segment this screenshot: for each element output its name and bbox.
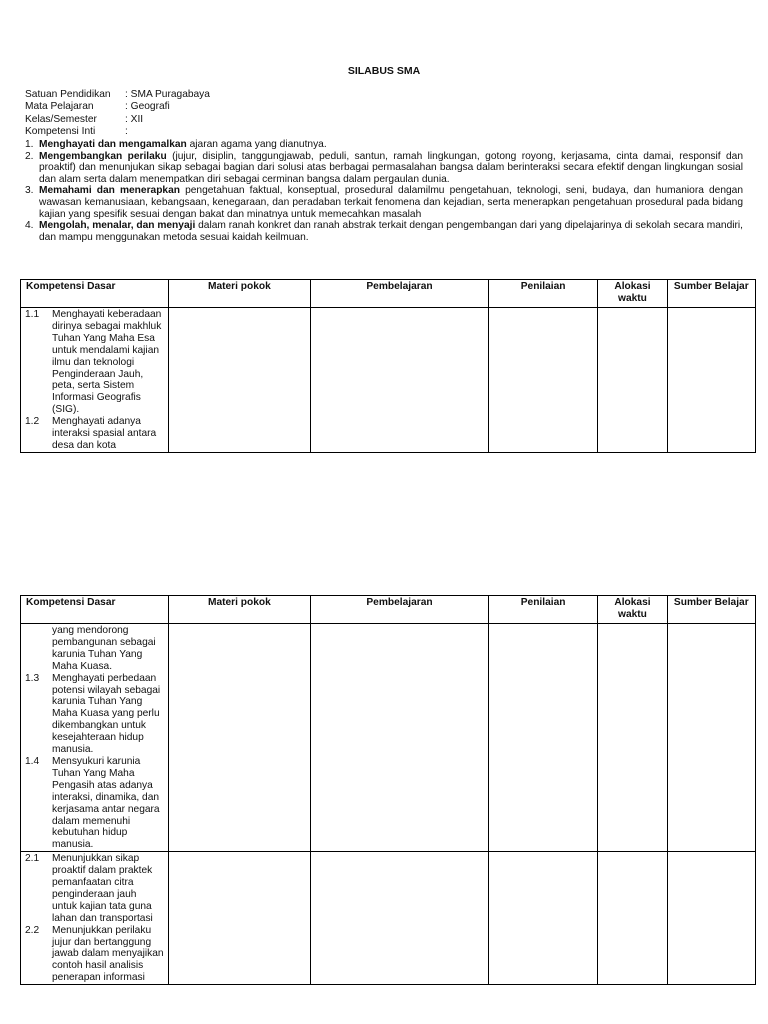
- kd-text: Menunjukkan perilaku jujur dan bertanggung jawab dalam menyajikan contoh hasil analisis penerapan informasi: [52, 924, 164, 984]
- ki-keyword: Mengembangkan perilaku: [39, 150, 167, 162]
- column-header: Materi pokok: [168, 280, 311, 308]
- table-row: [21, 308, 756, 453]
- column-header: Kompetensi Dasar: [21, 596, 169, 624]
- meta-value: : Geografi: [125, 101, 170, 113]
- penilaian-cell: [488, 624, 597, 852]
- syllabus-table-2: [20, 595, 756, 985]
- kd-continuation: yang mendorong pembangunan sebagai karunia Tuhan Yang Maha Kuasa.: [52, 625, 156, 672]
- penilaian-cell: [488, 852, 597, 985]
- page-title: SILABUS SMA: [347, 65, 421, 77]
- column-header: Alokasi waktu: [598, 596, 667, 624]
- pembelajaran-cell: [311, 624, 489, 852]
- meta-label: Kompetensi Inti: [25, 126, 96, 138]
- kd-text: Menghayati adanya interaksi spasial antara desa dan kota: [52, 416, 157, 451]
- alokasi-waktu-cell: [598, 308, 667, 453]
- kd-number: 2.2: [25, 924, 40, 936]
- meta-row: [25, 126, 210, 138]
- ki-keyword: Menghayati dan mengamalkan: [39, 139, 187, 150]
- kd-text: Mensyukuri karunia Tuhan Yang Maha Pengasih atas adanya interaksi, dinamika, dan kerjasama antar negara dalam memenuhi kebutuhan hidup manusia.: [52, 755, 160, 851]
- ki-keyword: Memahami dan menerapkan: [39, 185, 180, 197]
- sumber-belajar-cell: [667, 624, 755, 852]
- meta-row: [25, 89, 210, 101]
- ki-item: [25, 220, 743, 243]
- kd-number: 1.4: [25, 755, 40, 767]
- kd-list: [21, 624, 168, 851]
- ki-number: 3.: [25, 185, 34, 197]
- kompetensi-dasar-cell: [21, 624, 169, 852]
- meta-label: Satuan Pendidikan: [25, 89, 111, 100]
- meta-value: :: [125, 126, 128, 138]
- column-header: Sumber Belajar: [667, 280, 755, 308]
- meta-row: [25, 114, 210, 126]
- kompetensi-inti-list: [25, 139, 743, 243]
- sumber-belajar-cell: [667, 308, 755, 453]
- kd-item: [25, 416, 164, 452]
- column-header: Materi pokok: [168, 596, 311, 624]
- ki-number: 2.: [25, 150, 34, 162]
- kd-text: Menghayati perbedaan potensi wilayah sebagai karunia Tuhan Yang Maha Kuasa yang perlu dikembangkan untuk kesejahteraan hidup manusia.: [52, 672, 161, 756]
- meta-value: : XII: [125, 113, 144, 125]
- materi-pokok-cell: [168, 624, 311, 852]
- column-header: Pembelajaran: [311, 280, 489, 308]
- materi-pokok-cell: [168, 308, 311, 453]
- kd-list: [21, 852, 168, 984]
- kd-text: Menghayati keberadaan dirinya sebagai makhluk Tuhan Yang Maha Esa untuk mendalami kajian ilmu dan teknologi Penginderaan Jauh, peta, serta Sistem Informasi Geografis (SIG).: [52, 309, 162, 416]
- column-header: Pembelajaran: [311, 596, 489, 624]
- penilaian-cell: [488, 308, 597, 453]
- ki-keyword: Mengolah, menalar, dan menyaji: [39, 220, 196, 232]
- ki-item: [25, 151, 743, 186]
- pembelajaran-cell: [311, 308, 489, 453]
- ki-number: 4.: [25, 220, 34, 232]
- kd-number: 1.1: [25, 309, 40, 320]
- kd-item: [25, 853, 164, 924]
- kompetensi-dasar-cell: [21, 308, 169, 453]
- column-header: Sumber Belajar: [667, 596, 755, 624]
- kd-list: [21, 308, 168, 452]
- materi-pokok-cell: [168, 852, 311, 985]
- meta-label: Kelas/Semester: [25, 113, 97, 125]
- column-header: Penilaian: [488, 596, 597, 624]
- table-row: [21, 624, 756, 852]
- alokasi-waktu-cell: [598, 852, 667, 985]
- kd-item: [25, 673, 164, 756]
- kd-item: [25, 309, 164, 416]
- syllabus-table-1: [20, 279, 756, 453]
- ki-text: Memahami dan menerapkan pengetahuan faktual, konseptual, prosedural dalamilmu pengetahuan, teknologi, seni, budaya, dan humaniora dengan wawasan kemanusiaan, kebangsaan, kenegaraan, dan peradaban terkait fenomena dan kejadian, serta menerapkan pengetahuan prosedural pada bidang kajian yang spesifik sesuai dengan bakat dan minatnya untuk memecahkan masalah: [39, 185, 743, 220]
- kd-item: [25, 925, 164, 985]
- table-header-row: [21, 596, 756, 624]
- ki-number: 1.: [25, 139, 34, 150]
- table-row: [21, 852, 756, 985]
- ki-text: Mengembangkan perilaku (jujur, disiplin, tanggungjawab, peduli, santun, ramah lingkungan, gotong royong, kerjasama, cinta damai, responsif dan proaktif) dan menunjukan sikap sebagai bagian dari solusi atas berbagai permasalahan bangsa dalam berinteraksi secara efektif dengan lingkungan sosial dan alam serta dalam menempatkan diri sebagai cerminan bangsa dalam pergaulan dunia.: [39, 150, 743, 185]
- alokasi-waktu-cell: [598, 624, 667, 852]
- meta-block: [25, 89, 210, 139]
- column-header: Kompetensi Dasar: [21, 280, 169, 308]
- column-header: Penilaian: [488, 280, 597, 308]
- kd-number: 1.3: [25, 672, 40, 684]
- kd-item: [25, 756, 164, 851]
- meta-value: : SMA Puragabaya: [125, 89, 210, 100]
- kompetensi-dasar-cell: [21, 852, 169, 985]
- kd-text: Menunjukkan sikap proaktif dalam praktek pemanfaatan citra penginderaan jauh untuk kajian tata guna lahan dan transportasi: [52, 853, 153, 924]
- ki-item: [25, 139, 743, 151]
- table-header-row: [21, 280, 756, 308]
- sumber-belajar-cell: [667, 852, 755, 985]
- meta-label: Mata Pelajaran: [25, 101, 94, 113]
- kd-number: 2.1: [25, 853, 40, 865]
- column-header: Alokasi waktu: [598, 280, 667, 308]
- kd-number: 1.2: [25, 416, 40, 428]
- pembelajaran-cell: [311, 852, 489, 985]
- ki-text: Menghayati dan mengamalkan ajaran agama yang dianutnya.: [39, 139, 327, 150]
- meta-row: [25, 101, 210, 113]
- ki-item: [25, 185, 743, 220]
- ki-text: Mengolah, menalar, dan menyaji dalam ranah konkret dan ranah abstrak terkait dengan pengembangan dari yang dipelajarinya di sekolah secara mandiri, dan mampu menggunakan metoda sesuai kaidah keilmuan.: [39, 220, 743, 243]
